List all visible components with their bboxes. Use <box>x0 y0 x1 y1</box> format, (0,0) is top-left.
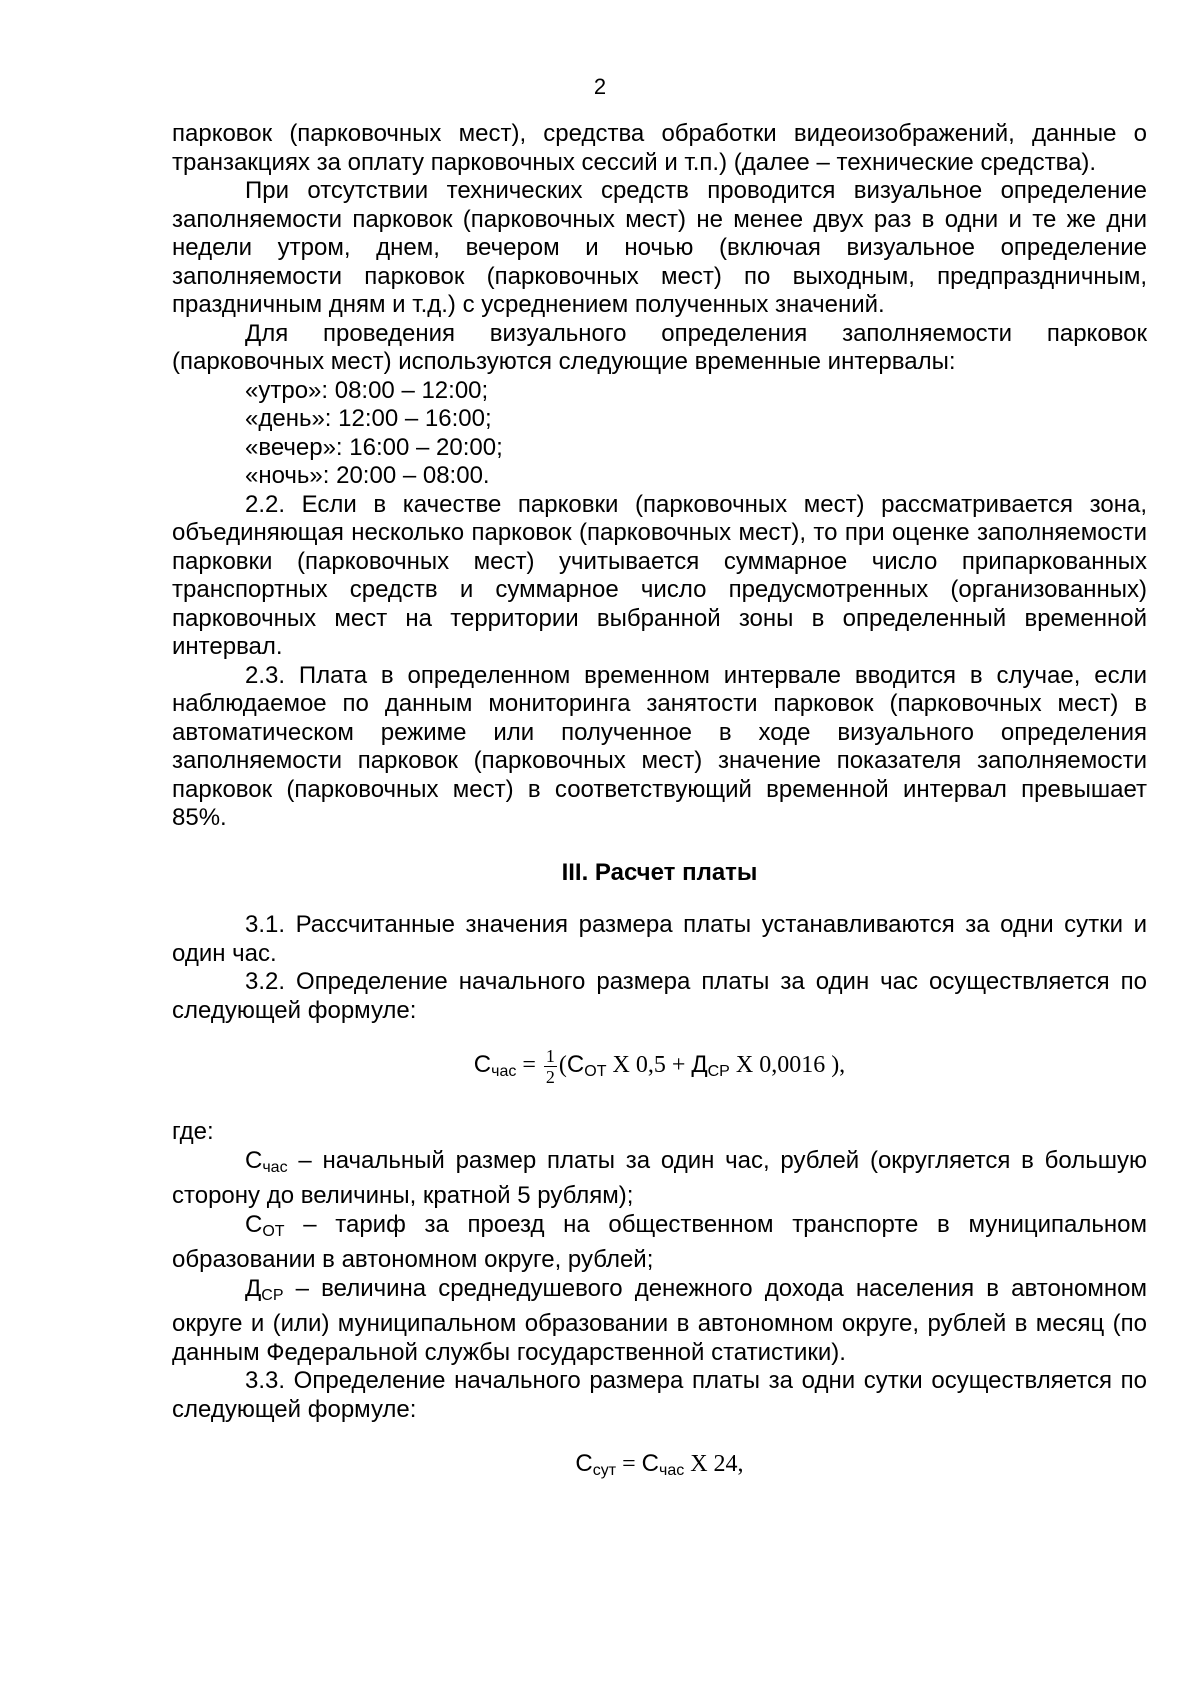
formula-symbol-c-hour: С <box>641 1450 659 1477</box>
paragraph-where: где: <box>172 1118 214 1145</box>
formula-sub-hour: час <box>658 1462 685 1479</box>
interval-day: «день»: 12:00 – 16:00; <box>245 405 492 432</box>
document-body <box>172 120 1147 1517</box>
formula-symbol-c-ot: С <box>566 1051 585 1078</box>
interval-night: «ночь»: 20:00 – 08:00. <box>245 462 490 489</box>
paragraph-3-1: 3.1. Рассчитанные значения размера платы устанавливаются за одни сутки и один час. <box>172 911 1147 967</box>
section-heading: III. Расчет платы <box>561 858 758 886</box>
paragraph-3-3: 3.3. Определение начального размера платы за одни сутки осуществляется по следующей формуле: <box>172 1367 1147 1423</box>
formula-symbol-c-day: С <box>575 1450 593 1477</box>
formula-term-1: X 0,5 + <box>606 1052 692 1078</box>
formula-term-24: X 24, <box>684 1451 744 1477</box>
definition-symbol: Д <box>245 1274 262 1302</box>
fraction-numerator: 1 <box>545 1045 555 1066</box>
interval-morning: «утро»: 08:00 – 12:00; <box>245 376 489 404</box>
formula-fraction <box>544 1046 557 1087</box>
formula-term-2: X 0,0016 ), <box>729 1052 846 1078</box>
formula-symbol-d-sr: Д <box>691 1051 708 1078</box>
definition-d-sr <box>172 1275 1147 1368</box>
formula-equals: = <box>516 1052 542 1078</box>
definition-sub: ОТ <box>262 1222 285 1240</box>
formula-sub-day: сут <box>592 1462 617 1479</box>
definition-text: – начальный размер платы за один час, рублей (округляется в большую сторону до величины, кратной 5 рублям); <box>172 1146 1147 1209</box>
paragraph-continuation: парковок (парковочных мест), средства обработки видеоизображений, данные о транзакциях за оплату парковочных сессий и т.п.) (далее – технические средства). <box>172 120 1147 176</box>
definition-c-ot <box>172 1211 1147 1275</box>
page-number: 2 <box>593 74 607 99</box>
formula-sub-ot: ОТ <box>584 1063 607 1080</box>
paragraph-visual-determination: При отсутствии технических средств проводится визуальное определение заполняемости парковок (парковочных мест) не менее двух раз в одни и те же дни недели утром, днем, вечером и ночью (включая визуальное определение заполняемости парковок (парковочных мест) по выходным, предпраздничным, праздничным дням и т.д.) с усреднением полученных значений. <box>172 177 1147 318</box>
paragraph-2-3: 2.3. Плата в определенном временном интервале вводится в случае, если наблюдаемое по данным мониторинга занятости парковок (парковочных мест) в автоматическом режиме или полученное в ходе визуального определения заполняемости парковок (парковочных мест) значение показателя заполняемости парковок (парковочных мест) в соответствующий временной интервал превышает 85%. <box>172 661 1147 831</box>
interval-evening: «вечер»: 16:00 – 20:00; <box>245 433 503 461</box>
formula-sub-hour: час <box>491 1063 517 1080</box>
definition-sub: час <box>262 1158 288 1176</box>
formula-equals: = <box>616 1451 642 1477</box>
definition-c-hour <box>172 1147 1147 1211</box>
definition-symbol: С <box>245 1210 263 1238</box>
formula-daily-fee <box>172 1444 1147 1491</box>
definition-symbol: С <box>245 1146 263 1174</box>
formula-symbol-c-hour: С <box>473 1051 492 1078</box>
formula-open-paren: ( <box>558 1052 567 1078</box>
paragraph-3-2: 3.2. Определение начального размера платы за один час осуществляется по следующей формуле: <box>172 968 1147 1024</box>
formula-hourly-fee <box>172 1045 1147 1092</box>
definition-text: – тариф за проезд на общественном транспорте в муниципальном образовании в автономном округе, рублей; <box>172 1210 1147 1273</box>
definition-text: – величина среднедушевого денежного дохода населения в автономном округе и (или) муниципальном образовании в автономном округе, рублей в месяц (по данным Федеральной службы государственной статистики). <box>172 1274 1147 1366</box>
formula-sub-sr: СР <box>707 1063 730 1080</box>
definition-sub: СР <box>261 1286 284 1304</box>
paragraph-intervals-intro: Для проведения визуального определения заполняемости парковок (парковочных мест) используются следующие временные интервалы: <box>172 319 1147 375</box>
fraction-denominator: 2 <box>545 1066 555 1087</box>
paragraph-2-2: 2.2. Если в качестве парковки (парковочных мест) рассматривается зона, объединяющая несколько парковок (парковочных мест), то при оценке заполняемости парковки (парковочных мест) учитывается суммарное число припаркованных транспортных средств и суммарное число предусмотренных (организованных) парковочных мест на территории выбранной зоны в определенный временной интервал. <box>172 490 1147 660</box>
